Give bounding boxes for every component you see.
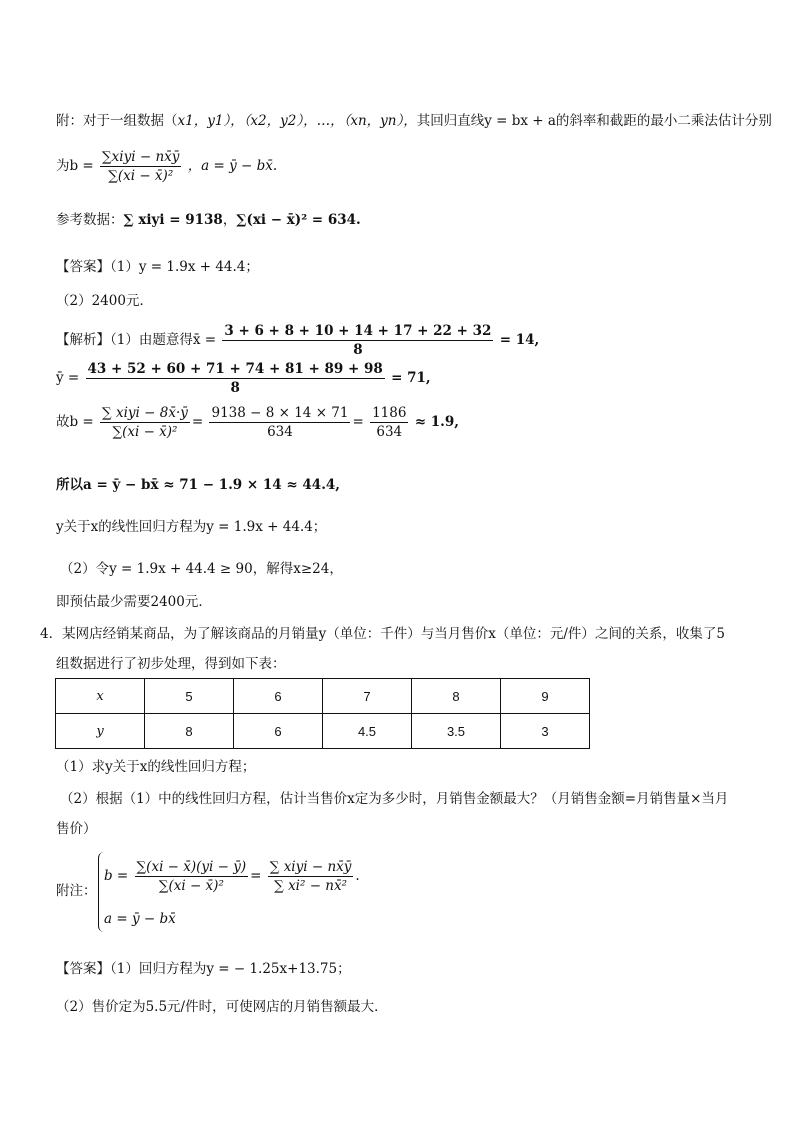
- analysis-line2-denominator: 8: [230, 380, 240, 396]
- appendix-b-denominator-2: ∑ xi² − nx̄²: [274, 878, 348, 894]
- table-cell: 4.5: [323, 714, 412, 749]
- analysis-line2-fraction: [86, 360, 385, 397]
- analysis-line5-text: y关于x的线性回归方程为y = 1.9x + 44.4；: [56, 519, 327, 535]
- reference-value-1: ∑ xiyi = 9138: [123, 212, 223, 228]
- answer-4-line-1: [56, 960, 351, 978]
- analysis-line-7: [56, 593, 212, 611]
- analysis-line3-fraction-1: [100, 404, 190, 441]
- problem-4-stem-1: [40, 625, 725, 643]
- question-1-text: （1）求y关于x的线性回归方程；: [56, 759, 256, 775]
- appendix-b-lead: b =: [104, 868, 129, 884]
- reference-label: 参考数据：: [56, 212, 124, 228]
- analysis-line1-lead: （1）由题意得x̄ =: [110, 332, 217, 348]
- formula-b-numerator: ∑xiyi − nx̄ȳ: [102, 149, 180, 165]
- question-2-line-2: [56, 820, 97, 838]
- table-cell: 8: [145, 714, 234, 749]
- appendix-b-numerator-2: ∑ xiyi − nx̄ȳ: [269, 859, 352, 875]
- analysis-line-1: [56, 322, 539, 359]
- appendix-a-text: a = ȳ − bx̄: [104, 911, 176, 927]
- analysis-line4-text: 所以a = ȳ − bx̄ ≈ 71 − 1.9 × 14 ≈ 44.4,: [56, 477, 340, 493]
- analysis-line1-tail: = 14,: [499, 332, 540, 348]
- reference-data: 参考数据：∑ xiyi = 9138，∑(xi − x̄)² = 634.: [56, 212, 361, 228]
- answer-1-tag: 【答案】: [56, 259, 110, 275]
- reference-value-2: ∑(xi − x̄)² = 634.: [236, 212, 361, 228]
- answer-1-line-2: [56, 292, 153, 310]
- question-2-line-1: [60, 790, 728, 808]
- table-cell: 8: [412, 679, 501, 714]
- analysis-line3-numerator-2: 9138 − 8 × 14 × 71: [211, 405, 349, 421]
- analysis-line3-denominator-3: 634: [376, 424, 403, 440]
- appendix-b-denominator-1: ∑(xi − x̄)²: [158, 878, 224, 894]
- analysis-line3-tail: ≈ 1.9,: [414, 414, 459, 430]
- note-line: [56, 112, 772, 130]
- formula-b-fraction: [100, 148, 181, 185]
- appendix-b-fraction-1: [135, 858, 249, 895]
- analysis-line3-fraction-2: [209, 404, 350, 441]
- data-table: [55, 678, 590, 749]
- table-cell: 3.5: [412, 714, 501, 749]
- appendix-b-formula: b = $\frac{\sum(xi - x̄)(yi - ȳ)}{\text{∑(xi − x̄)²}}$ = $\frac{\text{∑ xiyi − nx̄ȳ}}{\text{∑ xi² − nx̄²}}$ .: [104, 859, 360, 894]
- table-cell: 5: [145, 679, 234, 714]
- analysis-tag: 【解析】: [56, 332, 110, 348]
- note-pairs: x1，y1），（x2，y2），…，（xn，yn），: [177, 113, 417, 129]
- formula-b-label: 为b =: [56, 158, 94, 174]
- answer-4-part-1: （1）回归方程为y = − 1.25x+13.75；: [110, 961, 351, 977]
- formula-a: ，a = ȳ − bx̄.: [187, 158, 278, 174]
- answer-1-part-2: （2）2400元．: [56, 293, 153, 309]
- analysis-line1-numerator: 3 + 6 + 8 + 10 + 14 + 17 + 22 + 32: [224, 323, 492, 339]
- question-2-text-1: （2）根据（1）中的线性回归方程，估计当售价x定为多少时，月销售金额最大？（月销售金额=月销售量×当月: [60, 791, 729, 807]
- analysis-line3-numerator-3: 1186: [372, 405, 407, 421]
- table-cell: 6: [234, 714, 323, 749]
- analysis-line3-denominator-1: ∑(xi − x̄)²: [112, 424, 178, 440]
- appendix-a-formula: [104, 910, 176, 928]
- formula-b-denominator: ∑(xi − x̄)²: [108, 168, 174, 184]
- question-2-text-2: 售价）: [56, 821, 97, 837]
- answer-1-part-1: （1）y = 1.9x + 44.4；: [110, 259, 259, 275]
- analysis-line3-lead: 故b =: [56, 414, 94, 430]
- table-row: [56, 714, 590, 749]
- table-cell: 3: [501, 714, 590, 749]
- answer-4-part-2: （2）售价定为5.5元/件时，可使网店的月销售额最大．: [56, 999, 388, 1015]
- problem-4-stem-2-text: 组数据进行了初步处理，得到如下表：: [56, 656, 286, 672]
- problem-4-stem-1-text: 4．某网店经销某商品，为了解该商品的月销量y（单位：千件）与当月售价x（单位：元/件）之间的关系，收集了5: [40, 626, 725, 642]
- analysis-line-6: [60, 560, 343, 578]
- answer-4-line-2: [56, 998, 388, 1016]
- problem-4-stem-2: [56, 655, 286, 673]
- analysis-line-2: [56, 360, 431, 397]
- analysis-line7-text: 即预估最少需要2400元．: [56, 594, 212, 610]
- analysis-line2-lead: ȳ =: [56, 370, 80, 386]
- analysis-line3-fraction-3: [370, 404, 408, 441]
- analysis-line3-numerator-1: ∑ xiyi − 8x̄·ȳ: [102, 405, 188, 421]
- analysis-line-4: [56, 476, 340, 494]
- table-cell: 9: [501, 679, 590, 714]
- answer-1-line-1: [56, 258, 259, 276]
- note-suffix: 其回归直线y = bx + a的斜率和截距的最小二乘法估计分别: [416, 113, 772, 129]
- note-prefix: 附：对于一组数据（: [56, 113, 178, 129]
- question-1: [56, 758, 255, 776]
- appendix-b-numerator-1: ∑(xi − x̄)(yi − ȳ): [136, 859, 247, 875]
- analysis-line-3: 故b = $\frac{\text{∑ xiyi − 8x̄·ȳ}}{\text{∑(xi − x̄)²}}$ = $\frac{9138 - 8 \times 14 \times 71}{634}$ = $\frac{1186}{634}$ ≈ 1.9,: [56, 405, 459, 440]
- answer-4-tag: 【答案】: [56, 961, 110, 977]
- appendix-b-fraction-2: [268, 858, 354, 895]
- analysis-line2-numerator: 43 + 52 + 60 + 71 + 74 + 81 + 89 + 98: [87, 361, 383, 377]
- table-header-x: x: [56, 679, 145, 714]
- appendix-label-text: 附注：: [56, 883, 97, 899]
- analysis-line2-tail: = 71,: [391, 370, 431, 386]
- note-formula: [56, 148, 277, 185]
- table-row: [56, 679, 590, 714]
- analysis-line6-text: （2）令y = 1.9x + 44.4 ≥ 90，解得x≥24，: [60, 561, 343, 577]
- analysis-line3-denominator-2: 634: [267, 424, 293, 440]
- analysis-line1-denominator: 8: [353, 342, 363, 358]
- analysis-line-5: [56, 518, 326, 536]
- appendix-label: [56, 882, 97, 900]
- table-cell: 6: [234, 679, 323, 714]
- table-header-y: y: [56, 714, 145, 749]
- analysis-line1-fraction: [222, 322, 493, 359]
- table-cell: 7: [323, 679, 412, 714]
